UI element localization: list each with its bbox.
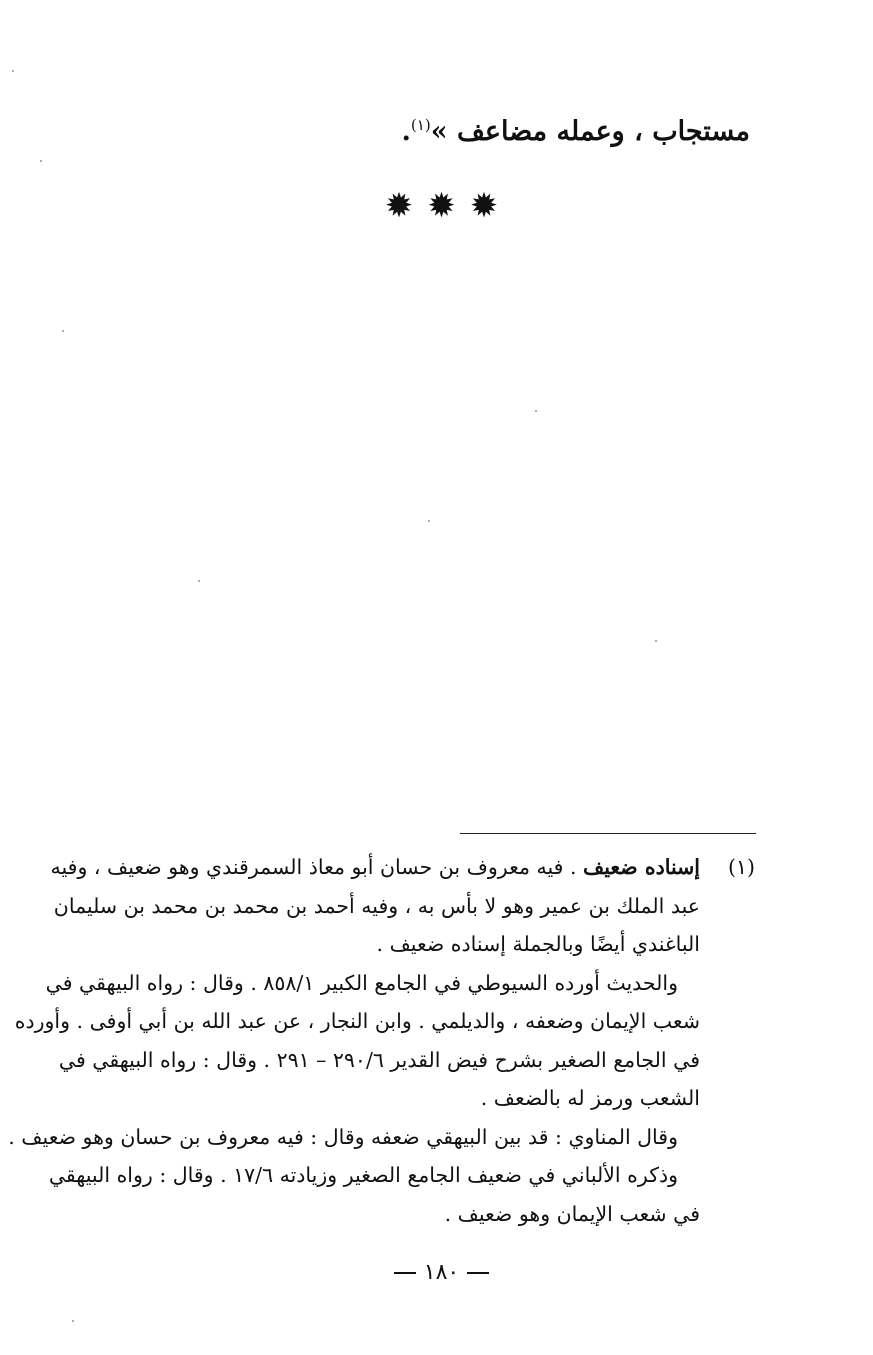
page-number-dash	[467, 1272, 489, 1274]
footnote-line: في الجامع الصغير بشرح فيض القدير ٢٩٠/٦ – ٢٩١ . وقال : رواه البيهقي في	[58, 1047, 700, 1072]
footnote-rule	[460, 833, 756, 834]
footnote-line: شعب الإيمان وضعفه ، والديلمي . وابن النجار ، عن عبد الله بن أبي أوفى . وأورده	[14, 1009, 700, 1033]
footnote-body	[8, 848, 700, 1233]
star-ornament-icon: ✹	[469, 186, 499, 226]
ornamental-separator	[0, 186, 873, 226]
main-text-end-mark: .	[401, 116, 411, 147]
footnote-line	[50, 848, 700, 887]
scan-speck	[12, 70, 14, 72]
scan-speck	[198, 580, 200, 582]
footnote-reference: (١)	[410, 116, 431, 134]
main-text-line	[110, 112, 750, 152]
footnote-lead: إسناده ضعيف	[582, 855, 700, 879]
star-ornament-icon: ✹	[427, 186, 456, 226]
scan-speck	[40, 160, 42, 162]
footnote-line: وذكره الألباني في ضعيف الجامع الصغير وزيادته ١٧/٦ . وقال : رواه البيهقي	[48, 1163, 678, 1187]
footnote-line: عبد الملك بن عمير وهو لا بأس به ، وفيه أحمد بن محمد بن محمد بن سليمان	[53, 893, 700, 918]
scan-speck	[535, 410, 537, 412]
page-number: ١٨٠	[423, 1260, 460, 1285]
footnote-line: والحديث أورده السيوطي في الجامع الكبير ٨٥٨/١ . وقال : رواه البيهقي في	[45, 970, 678, 995]
scan-speck	[62, 330, 64, 332]
footnote-line: الشعب ورمز له بالضعف .	[480, 1086, 700, 1110]
footnote-line: الباغندي أيضًا وبالجملة إسناده ضعيف .	[376, 932, 700, 956]
footnote-line: وقال المناوي : قد بين البيهقي ضعفه وقال : فيه معروف بن حسان وهو ضعيف .	[8, 1124, 678, 1149]
scan-speck	[72, 1320, 74, 1322]
page-number-dash	[394, 1272, 416, 1274]
main-text: مستجاب ، وعمله مضاعف »	[430, 116, 750, 147]
footnote-line: في شعب الإيمان وهو ضعيف .	[444, 1201, 700, 1226]
footnote-line-text: . فيه معروف بن حسان أبو معاذ السمرقندي وهو ضعيف ، وفيه	[50, 855, 583, 879]
footnote-number: (١)	[727, 855, 755, 879]
scan-speck	[655, 640, 657, 642]
star-ornament-icon: ✹	[384, 186, 414, 226]
scan-speck	[428, 520, 430, 522]
page-number-row	[0, 1256, 873, 1290]
